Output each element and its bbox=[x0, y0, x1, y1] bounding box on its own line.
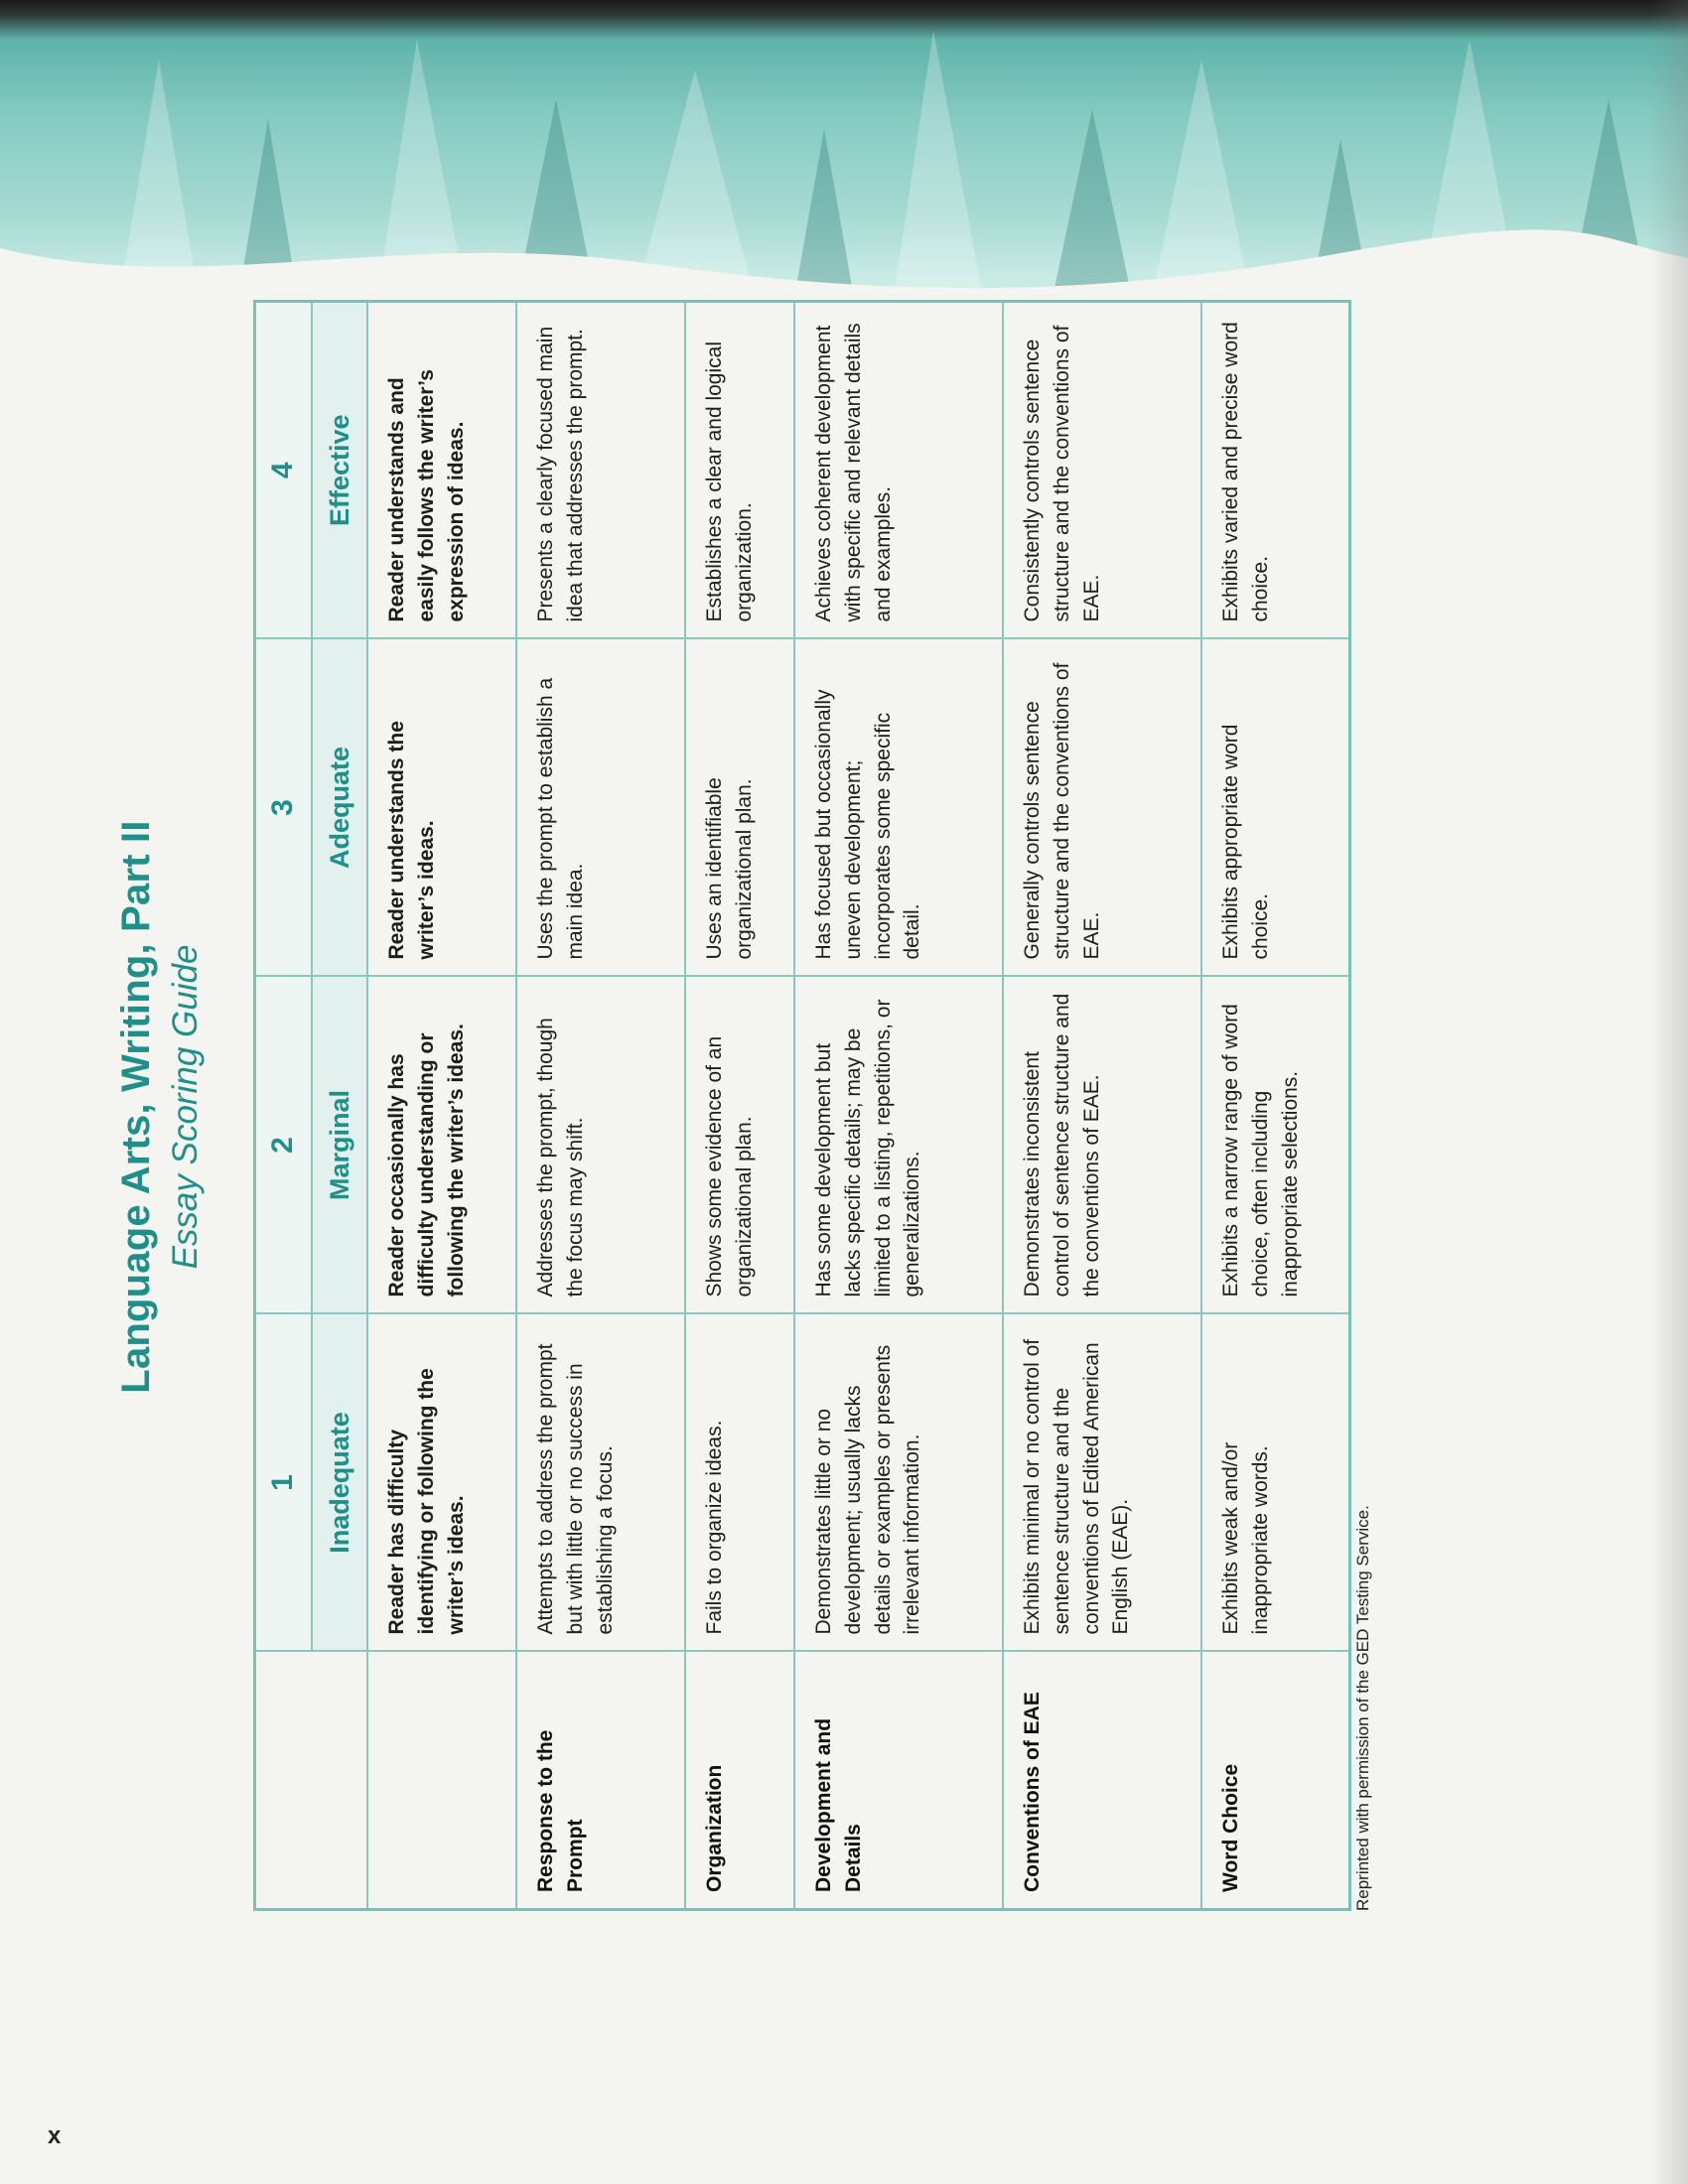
page-subtitle: Essay Scoring Guide bbox=[166, 944, 205, 1270]
score-number: 4 bbox=[255, 302, 312, 639]
row-label: Conventions of EAE bbox=[1003, 1652, 1201, 1910]
table-cell: Has some development but lacks specific details; may be limited to a listing, repetitions, or generalizations. bbox=[794, 977, 1003, 1314]
table-cell: Exhibits minimal or no control of sentence structure and the conventions of Edited American English (EAE). bbox=[1003, 1314, 1201, 1652]
score-label: Inadequate bbox=[312, 1314, 367, 1652]
table-cell: Achieves coherent development with specific and relevant details and examples. bbox=[794, 302, 1003, 639]
table-cell: Consistently controls sentence structure and the conventions of EAE. bbox=[1003, 302, 1201, 639]
decorative-header-band bbox=[0, 0, 1688, 298]
score-label: Effective bbox=[312, 302, 367, 639]
page-title: Language Arts, Writing, Part II bbox=[114, 820, 158, 1394]
table-cell: Exhibits a narrow range of word choice, often including inappropriate selections. bbox=[1201, 977, 1350, 1314]
table-cell: Attempts to address the prompt but with little or no success in establishing a focus. bbox=[516, 1314, 685, 1652]
pen-nibs-illustration bbox=[0, 0, 1688, 298]
table-cell: Presents a clearly focused main idea that addresses the prompt. bbox=[516, 302, 685, 639]
table-cell: Addresses the prompt, though the focus may shift. bbox=[516, 977, 685, 1314]
row-label: Response to the Prompt bbox=[516, 1652, 685, 1910]
table-corner-cell bbox=[255, 1652, 367, 1910]
row-label: Word Choice bbox=[1201, 1652, 1350, 1910]
row-label: Organization bbox=[685, 1652, 794, 1910]
reader-cell: Reader occasionally has difficulty understanding or following the writer’s ideas. bbox=[367, 977, 516, 1314]
table-cell: Has focused but occasionally uneven development; incorporates some specific detail. bbox=[794, 639, 1003, 977]
table-cell: Generally controls sentence structure and the conventions of EAE. bbox=[1003, 639, 1201, 977]
essay-scoring-table bbox=[253, 300, 1351, 1911]
reader-cell: Reader understands the writer’s ideas. bbox=[367, 639, 516, 977]
page-number: x bbox=[48, 2122, 62, 2149]
score-label: Adequate bbox=[312, 639, 367, 977]
score-number: 2 bbox=[255, 977, 312, 1314]
table-cell: Uses an identifiable organizational plan. bbox=[685, 639, 794, 977]
score-number: 1 bbox=[255, 1314, 312, 1652]
page-edge-shadow bbox=[1648, 0, 1688, 2184]
table-row bbox=[794, 302, 1003, 1910]
empty-row-label bbox=[367, 1652, 516, 1910]
reader-row bbox=[367, 302, 516, 1910]
table-cell: Uses the prompt to establish a main idea. bbox=[516, 639, 685, 977]
score-label: Marginal bbox=[312, 977, 367, 1314]
table-row bbox=[1003, 302, 1201, 1910]
rotated-rubric-page bbox=[114, 303, 1385, 1911]
table-cell: Establishes a clear and logical organization. bbox=[685, 302, 794, 639]
table-cell: Exhibits varied and precise word choice. bbox=[1201, 302, 1350, 639]
table-cell: Shows some evidence of an organizational plan. bbox=[685, 977, 794, 1314]
permission-caption: Reprinted with permission of the GED Testing Service. bbox=[1353, 1505, 1372, 1911]
table-cell: Demonstrates inconsistent control of sentence structure and the conventions of EAE. bbox=[1003, 977, 1201, 1314]
table-cell: Demonstrates little or no development; usually lacks details or examples or presents irrelevant information. bbox=[794, 1314, 1003, 1652]
row-label: Development and Details bbox=[794, 1652, 1003, 1910]
table-row bbox=[1201, 302, 1350, 1910]
reader-cell: Reader has difficulty identifying or following the writer’s ideas. bbox=[367, 1314, 516, 1652]
score-number-row bbox=[255, 302, 312, 1910]
reader-cell: Reader understands and easily follows the writer’s expression of ideas. bbox=[367, 302, 516, 639]
table-cell: Fails to organize ideas. bbox=[685, 1314, 794, 1652]
table-row bbox=[516, 302, 685, 1910]
table-cell: Exhibits appropriate word choice. bbox=[1201, 639, 1350, 977]
table-row bbox=[685, 302, 794, 1910]
score-number: 3 bbox=[255, 639, 312, 977]
table-cell: Exhibits weak and/or inappropriate words. bbox=[1201, 1314, 1350, 1652]
